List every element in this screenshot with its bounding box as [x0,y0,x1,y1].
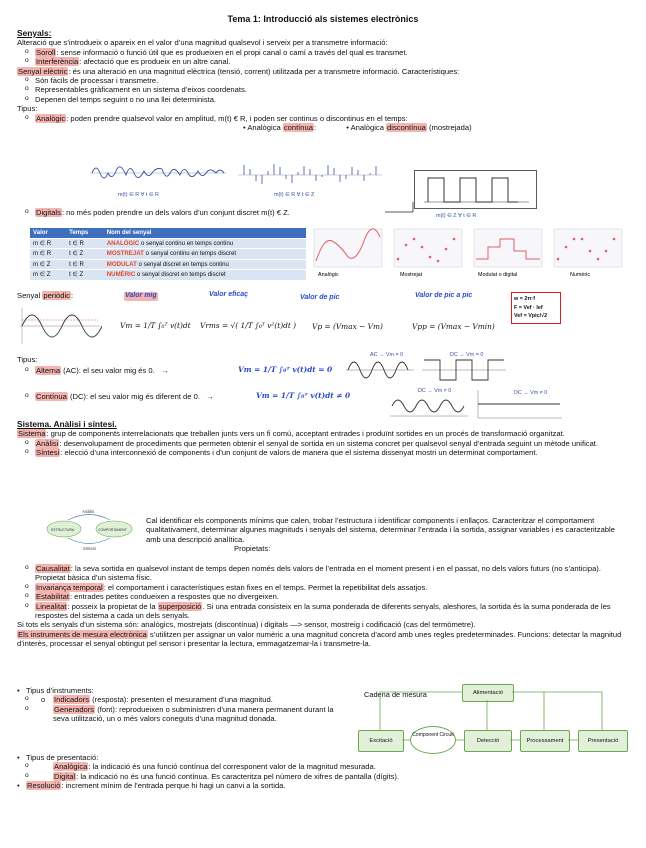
formula-box-line: w = 2π·f [514,296,536,302]
analog-cont-pre: Analògica [247,123,283,133]
senyals-section [17,28,632,132]
tipus-presentacio: • Tipus de presentació: [17,753,627,762]
formula-box [511,292,561,324]
formula-continua: Vm = 1/T ∫₀ᵀ v(t)dt ≠ 0 [256,391,351,400]
instruments-def [17,630,632,649]
causalitat-text: : la seva sortida en qualsevol instant de temps depen només dels valors de l’entrada en el moment present i en el passat, no dels valors futurs (no s’anticipa). Propietat bàsica d’un sistema físic. [35,564,601,583]
interferencia-item [17,57,632,66]
superposicio-term: superposició [158,601,202,611]
plot-label: Mostrejat [400,272,423,278]
indicadors-item [17,695,337,704]
charac-item: o Representables gràficament en un sistema d’eixos coordenats. [17,85,632,94]
table-row [30,249,306,260]
cap-disc: m(t) ∈ R ∀ t ∈ Z [274,192,315,198]
diagram-left: ESTRUCTURA [51,528,75,532]
dc-sine-figure [388,386,470,422]
pres-digital-term: Digital [54,771,76,781]
alterna-text: (AC): el seu valor mig és 0. [61,366,155,375]
signal-kind: ANALÒGIC [106,239,140,247]
tipus2-label: Tipus: [17,355,38,364]
digital-term: Digitals [36,208,61,217]
signal-types-plots [308,227,628,279]
sintesi-text: : elecció d’una interconnexió de components i d’un conjunt de valors de manera que el sistema dissenyat mostri un determinat comportament. [60,448,538,458]
generadors-text: (font): reprodueixen o subministren d’una manera permanent durant la seva utilització, un o més valors coneguts d’una magnitud donada. [53,704,334,724]
formula-box-line: F = Vef · Ief [514,304,543,311]
tipus-instruments: • Tipus d’instruments: [17,686,337,695]
continua-item: o Contínua (DC): el seu valor mig és diferent de 0. → [17,392,632,401]
pres-analogica-item [17,762,627,771]
table-cell: m ∈ R [30,249,66,260]
cadena-excitacio: Excitació [358,730,404,752]
analog-disc: • Analògica discontínua (mostrejada) [346,123,472,133]
soroll-term: Soroll [36,47,56,57]
senyal-electric [17,67,632,76]
ac-sine-figure [344,350,416,386]
linealitat-term: Linealitat [36,601,67,611]
sintesi-item [17,448,632,457]
tipus-label: Tipus: [17,104,38,114]
table-cell [104,270,306,280]
continua-text: (DC): el seu valor mig és diferent de 0. [67,392,200,401]
analisi-text: : desenvolupament de procediments que permeten obtenir el senyal de sortida en un sistema concret per qualsevol senyal d’entrada seguint un mètode unificat. [59,438,599,448]
pres-digital-text: : la indicació no és una funció contínua. Es caracteritza pel número de xifres de pantalla (dígits). [76,771,400,781]
diagram-top: Anàlisi [82,509,95,514]
plot-mostrejat [394,229,462,278]
analog-cont-term: contínua [283,123,313,133]
plot-analogic [314,229,382,278]
generadors-item [17,705,337,724]
periodic-wave-figure [18,306,102,346]
diagram-right: COMPORTAMENT [98,528,127,532]
plot-modulat [474,229,542,278]
analog-disc-term: discontínua [387,123,426,133]
signal-desc: o senyal continu en temps discret [143,250,237,258]
dc-label2: DC → Vm ≠ 0 [418,388,452,394]
table-cell: t ∈ Z [66,249,104,260]
periodic-post: : [70,291,74,300]
linealitat-mid: : posseix la propietat de la [67,601,158,611]
signal-kind: NUMÈRIC [106,271,136,279]
table-cell: t ∈ R [66,259,104,270]
alterna-term: Alterna [36,366,61,375]
signal-desc: o senyal continu en temps continu [139,239,234,247]
pres-analogica-term: Analògica [54,762,88,772]
table-header: Nom del senyal [104,228,306,238]
causalitat-item [17,564,632,583]
pres-digital-item [17,772,627,781]
plot-label: Modulat o digital [478,272,518,278]
indicadors-text: (resposta): presenten el mesurament d’una magnitud. [90,695,273,705]
table-header: Valor [30,228,66,238]
instruments-text: s’utilitzen per assignar un valor numèric a una magnitud concreta d’acord amb unes regles predeterminades. Funcions: detectar la magnitud d’interès, processar el senyal obtingut pel sensor i presentar la lectura, emmagatzemar-la i transmetre-la. [17,629,622,649]
propietats-list [17,564,632,649]
sistema-heading: Sistema. Anàlisi i síntesi. [17,419,117,429]
cap-digital: m(t) ∈ Z ∀ t ∈ R [436,213,477,219]
ac-label: AC → Vm = 0 [370,352,404,358]
signal-desc: o senyal discret en temps continu [136,260,229,268]
periodic-pre: Senyal [17,291,43,300]
page-title: Tema 1: Introducció als sistemes electrònics [227,14,419,24]
invariança-item [17,583,632,592]
analog-discrete-wave-figure [236,157,384,199]
dc-label: DC → Vm = 0 [450,352,484,358]
digital-text: : no més poden prendre un dels valors d’un conjunt discret m(t) € Z. [61,208,290,217]
senyals-heading: Senyals: [17,28,52,38]
table-cell: t ∈ Z [66,270,104,280]
cadena-deteccio: Detecció [464,730,512,752]
generadors-term: Generadors [54,704,95,714]
table-cell [104,259,306,270]
sintesi-term: Síntesi [36,448,60,458]
charac-item: o Són fàcils de processar i transmetre. [17,76,632,85]
sistema-def-text: : grup de components interrelacionats que treballen junts vers un fi comú, acceptant entrades i produïnt sortides en un procés de transformació organitzat. [46,429,565,439]
valor-pic-pic-label: Valor de pic a pic [415,292,473,299]
signal-desc: o senyal discret en temps discret [135,271,226,279]
formula-valor-eficac: Vrms = √( 1/T ∫₀ᵀ v²(t)dt ) [200,321,297,330]
linealitat-item [17,602,632,621]
plot-label: Numèric [570,272,591,278]
invariança-term: Invariança temporal [36,582,103,592]
bullet: o o [41,695,46,705]
propietats-label: Propietats: [234,544,271,554]
analisi-paragraph-text: Cal identificar els components mínims que calen, trobar l’estructura i identificar components i enllaços. Caracteritzar el comportament qualitativament, determinar algunes magnituds i senyals del sistema, determinar l’entrada i la sortida, assignar variables i es caracteritzable amb una descripció analítica. [146,516,615,544]
estabilitat-item [17,592,632,601]
cadena-mesura-diagram [352,670,632,760]
sistema-term: Sistema [18,429,46,439]
signal-kind: MOSTREJAT [106,250,144,258]
table-row [30,259,306,270]
linealitat-text: . Si una entrada consisteix en la suma ponderada de diferents senyals, aleshores, la sortida és la suma ponderada de les respostes del sistema a cada un dels senyals. [35,601,611,621]
table-row [30,238,306,249]
resolucio-term: Resolució [27,781,61,791]
resolucio-item [17,781,627,790]
analisi-item [17,439,632,448]
instruments-term: Els instruments de mesura electrònica [18,629,147,639]
senyal-electric-term: Senyal elèctric [18,66,68,76]
plot-numeric [554,229,622,278]
diagram-bottom: Síntesi [83,546,96,551]
causalitat-term: Causalitat [36,564,70,573]
formula-valor-pic-pic: Vpp = (Vmax − Vmin) [412,322,495,331]
table-row [30,270,306,280]
digital-line [17,208,632,217]
invariança-text: : el comportament i característiques estan fixes en el temps. Permet la repetibilitat dels assatjos. [103,582,428,592]
cadena-alimentacio: Alimentació [462,684,514,702]
alterna-item: o Alterna (AC): el seu valor mig és 0. → [17,366,632,375]
cadena-arrows [352,670,632,760]
table-cell [104,238,306,249]
plot-label: Analògic [318,272,339,278]
signal-table-wrap [30,228,306,280]
resolucio-text: : increment mínim de l’entrada perque hi hagi un canvi a la sortida. [61,781,286,791]
analogic-term: Analògic [36,113,66,123]
table-header: Temps [66,228,104,238]
formula-box-line: Vef = Vpic/√2 [514,313,548,320]
table-cell: m ∈ Z [30,270,66,280]
analog-cont-post: : [313,123,317,133]
soroll-item [17,48,632,57]
senyal-electric-text: : és una alteració en una magnitud elèctrica (tensió, corrent) utilitzada per a transmetre informació. Característiques: [68,66,460,76]
interferencia-term: Interferència [36,57,79,67]
signal-kind: MODULAT [106,260,137,268]
sistema-section [17,419,632,458]
table-header-row [30,228,306,238]
valor-mig-label: Valor mig [125,292,157,299]
ac-square-figure [420,350,508,386]
sistema-def [17,429,632,438]
interferencia-text: : afectació que es produeix en un altre canal. [79,57,231,67]
analisi-sintesi-diagram [44,507,134,551]
formula-valor-mig: Vm = 1/T ∫₀ᵀ v(t)dt [120,321,191,330]
digital-item [17,208,632,217]
indicadors-term: Indicadors [54,695,90,705]
presentacio-list [17,753,627,791]
soroll-text: : sense informació o funció útil que es produeixen en el propi canal o camí a través del qual es transmet. [56,47,408,57]
formula-alterna: Vm = 1/T ∫₀ᵀ v(t)dt = 0 [238,365,333,374]
senyals-intro: Alteració que s’introdueix o apareix en el valor d’una magnitud qualsevol i serveix per a transmetre informació: [17,38,388,48]
valor-pic-label: Valor de pic [300,294,340,301]
estabilitat-text: : entrades petites condueixen a respostes que no divergeixen. [69,592,279,602]
formula-valor-pic: Vp = (Vmax − Vm) [312,322,383,331]
analisi-paragraph [146,516,626,554]
signal-table [30,228,306,280]
cadena-title: Cadena de mesura [364,690,427,699]
periodic-term: periòdic [43,291,70,300]
tots-senyals: Si tots els senyals d’un sistema són: analògics, mostrejats (discontínua) i digitals —> sensor, mostreig i codificació (cas del termòmetre). [17,620,476,630]
dc-label3: DC → Vm ≠ 0 [514,390,548,396]
table-cell: m ∈ Z [30,259,66,270]
dc-constant-figure [474,386,564,422]
estabilitat-term: Estabilitat [36,592,69,602]
table-cell: m ∈ R [30,238,66,249]
analogic-text: : poden prendre qualsevol valor en amplitud, m(t) € R, i poden ser continus o discontinus en el temps: [66,113,408,123]
cap-cont: m(t) ∈ R ∀ t ∈ R [118,192,159,198]
analogic-item [17,114,632,123]
cadena-component: Component Circuit [410,726,456,754]
continua-term: Contínua [36,392,67,401]
table-cell: t ∈ R [66,238,104,249]
cadena-presentacio: Presentació [578,730,628,752]
cadena-processament: Processament [520,730,570,752]
analisi-term: Anàlisi [36,438,59,448]
analog-disc-post: (mostrejada) [426,123,472,133]
analog-cont: • Analògica contínua: [243,123,317,133]
valor-eficac-label: Valor eficaç [209,291,249,298]
analog-disc-pre: Analògica [350,123,387,133]
table-cell [104,249,306,260]
analog-continuous-wave-figure [88,157,228,199]
pres-analogica-text: : la indicació és una funció contínua del corresponent valor de la magnitud mesurada. [88,762,376,772]
charac-item: o Depenen del temps seguint o no una llei determinista. [17,95,632,104]
analog-subtypes [17,123,632,132]
instruments-list [17,686,337,724]
